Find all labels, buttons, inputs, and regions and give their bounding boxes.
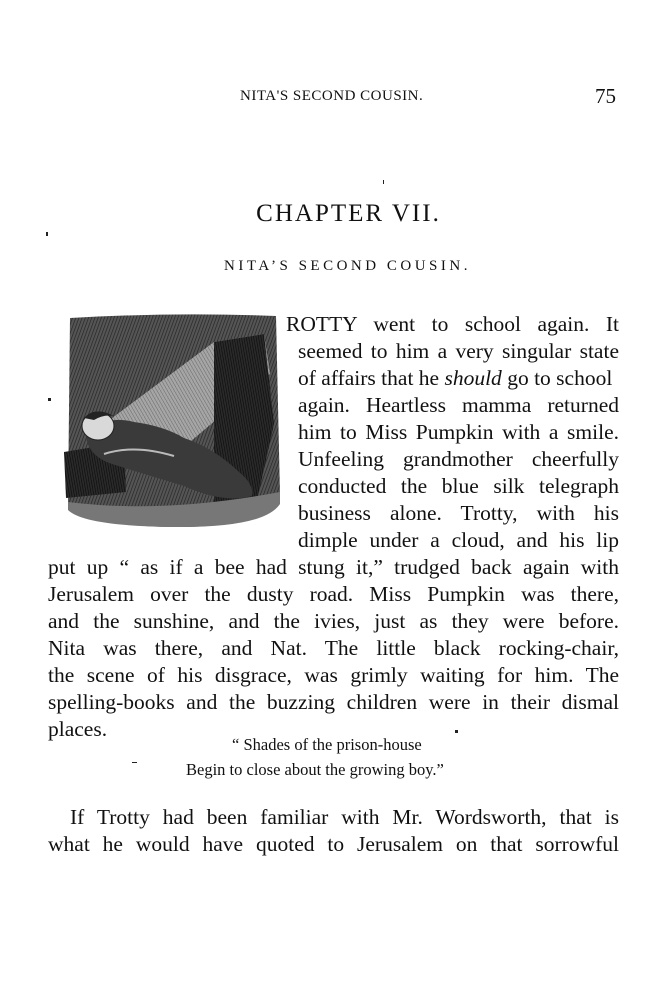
text-line: If Trotty had been familiar with Mr. Wordsworth, that is [70,805,619,829]
verse-line: Begin to close about the growing boy.” [186,760,444,779]
text-line: Jerusalem over the dusty road. Miss Pumpkin was there, [48,582,619,606]
page-number: 75 [595,84,616,108]
boy-sleeping-engraving-icon [64,314,282,530]
print-speck [383,180,384,184]
text-line: dimple under a cloud, and his lip [298,528,619,552]
verse-line: “ Shades of the prison-house [232,735,422,754]
text-line: ROTTY went to school again. It [286,312,619,336]
running-head: NITA'S SECOND COUSIN. [240,88,424,104]
text-line: again. Heartless mamma returned [298,393,619,417]
text-line: Nita was there, and Nat. The little black rocking-chair, [48,636,619,660]
print-speck [132,762,137,763]
chapter-subtitle: NITA’S SECOND COUSIN. [224,258,471,274]
text-line: business alone. Trotty, with his [298,501,619,525]
print-speck [455,730,458,733]
print-speck [46,232,48,236]
text-line: of affairs that he should go to school [298,366,613,390]
text-line: and the sunshine, and the ivies, just as they were before. [48,609,619,633]
text-line: put up “ as if a bee had stung it,” trudged back again with [48,555,619,579]
text-line: Unfeeling grandmother cheerfully [298,447,619,471]
text-line: places. [48,717,108,741]
print-speck [48,398,51,401]
text-line: conducted the blue silk telegraph [298,474,619,498]
text-line: what he would have quoted to Jerusalem on that sorrowful [48,832,619,856]
text-line: seemed to him a very singular state [298,339,619,363]
text-line: him to Miss Pumpkin with a smile. [298,420,619,444]
text-line: the scene of his disgrace, was grimly waiting for him. The [48,663,619,687]
text-line: spelling-books and the buzzing children were in their dismal [48,690,619,714]
chapter-title: CHAPTER VII. [256,200,441,227]
